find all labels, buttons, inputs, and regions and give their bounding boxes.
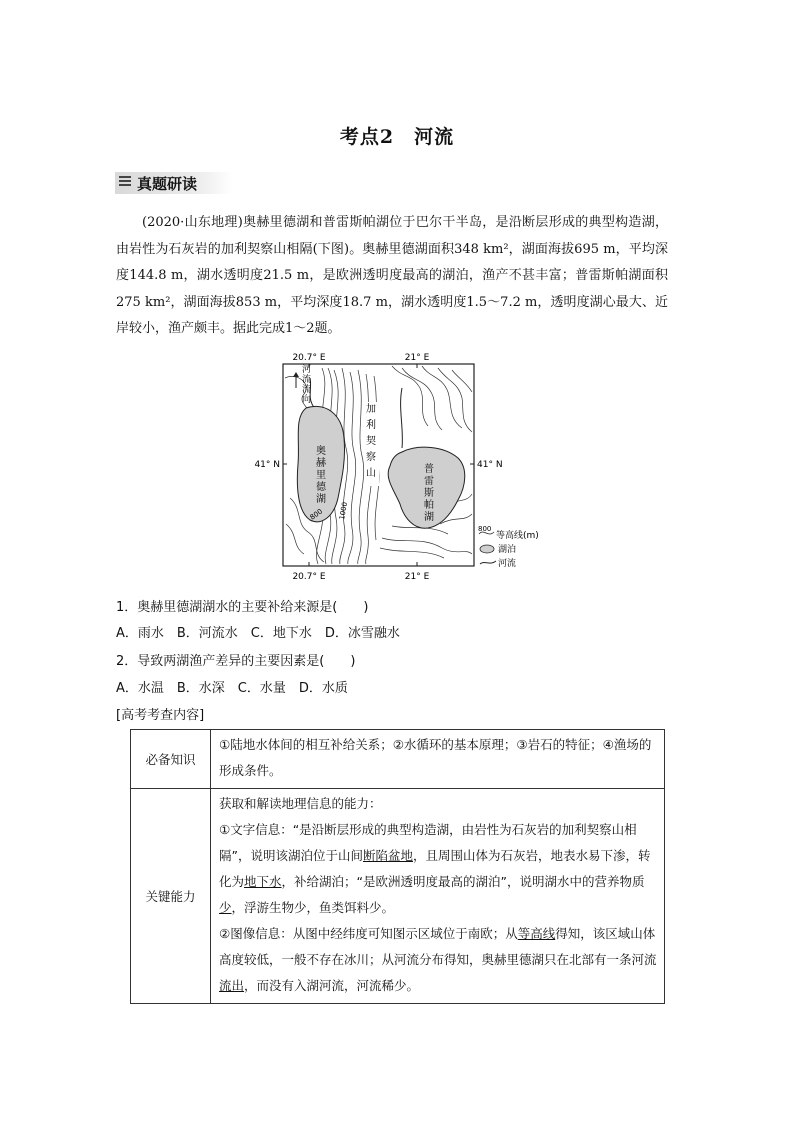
lake-symbol-icon <box>480 545 494 553</box>
lon-label-top-right: 21° E <box>404 353 430 363</box>
lat-label-left: 41° N <box>254 460 280 470</box>
mountain-label <box>365 402 379 486</box>
lon-label-bottom-right: 21° E <box>404 572 430 582</box>
list-icon <box>119 176 131 189</box>
lake-ohrid-label <box>316 444 327 505</box>
river-flow-label <box>302 364 311 405</box>
legend-contour-label: 等高线(m) <box>496 531 539 541</box>
svg-text:加: 加 <box>366 404 376 415</box>
section-tag <box>115 172 233 194</box>
svg-text:里: 里 <box>316 470 326 481</box>
map-legend <box>477 524 549 572</box>
svg-text:流: 流 <box>302 375 312 385</box>
table-row <box>131 730 665 789</box>
contour-value-label: 1000 <box>338 501 350 521</box>
lake-map-figure <box>252 348 552 588</box>
intro-paragraph: (2020·山东地理)奥赫里德湖和普雷斯帕湖位于巴尔干半岛，是沿断层形成的典型构造湖，由岩性为石灰岩的加利契察山相隔(下图)。奥赫里德湖面积348 km²，湖面海拔695 m，平均深度144.8 m，湖水透明度21.5 m，是欧洲透明度最高的湖泊，渔产不甚丰富；普雷斯帕湖面积275 km²，湖面海拔853 m，平均深度18.7 m，湖水透明度1.5～7.2 m，透明度湖心最大、近岸较小，渔产颇丰。据此完成1～2题。 <box>116 215 668 336</box>
legend-lake-label: 湖泊 <box>498 545 517 555</box>
image-info-paragraph: ②图像信息：从图中经纬度可知图示区域位于南欧；从等高线得知，该区域山体高度较低，一般不存在冰川；从河流分布得知，奥赫里德湖只在北部有一条河流流出，而没有入湖河流，河流稀少。 <box>219 926 657 993</box>
table-row <box>131 789 665 1004</box>
svg-text:契: 契 <box>366 436 376 447</box>
legend-contour-value: 800 <box>478 525 492 533</box>
svg-text:流: 流 <box>302 385 312 395</box>
svg-text:湖: 湖 <box>316 494 326 505</box>
question-1-options: A．雨水 B．河流水 C．地下水 D．冰雪融水 <box>116 626 400 641</box>
section-tag-label: 真题研读 <box>137 175 198 193</box>
table-row-body <box>211 789 665 1004</box>
svg-text:向: 向 <box>302 395 312 405</box>
svg-text:德: 德 <box>316 482 326 493</box>
svg-text:赫: 赫 <box>316 458 326 469</box>
ability-intro: 获取和解读地理信息的能力： <box>219 796 382 811</box>
svg-text:奥: 奥 <box>316 446 326 457</box>
legend-river-label: 河流 <box>498 559 517 569</box>
question-2-stem: 2．导致两湖渔产差异的主要因素是( ) <box>116 654 356 669</box>
question-1-stem: 1．奥赫里德湖湖水的主要补给来源是( ) <box>116 600 369 615</box>
lon-label-top-left: 20.7° E <box>292 353 326 363</box>
lon-label-bottom-left: 20.7° E <box>292 572 326 582</box>
exam-content-label: [高考考查内容] <box>116 708 205 723</box>
exam-content-table <box>130 729 665 1004</box>
text-info-paragraph: ①文字信息：“是沿断层形成的典型构造湖，由岩性为石灰岩的加利契察山相隔”，说明该湖泊位于山间断陷盆地，且周围山体为石灰岩，地表水易下渗，转化为地下水，补给湖泊；“是欧洲透明度最高的湖泊”，说明湖水中的营养物质少，浮游生物少，鱼类饵料少。 <box>219 822 651 915</box>
lake-prespa-label <box>424 462 434 523</box>
table-row-body: ①陆地水体间的相互补给关系；②水循环的基本原理；③岩石的特征；④渔场的形成条件。 <box>211 730 665 789</box>
svg-text:斯: 斯 <box>424 488 434 499</box>
svg-text:河: 河 <box>302 365 312 375</box>
svg-text:湖: 湖 <box>424 512 434 523</box>
table-row-head: 必备知识 <box>131 730 211 789</box>
svg-text:察: 察 <box>366 452 376 463</box>
question-2-options: A．水温 B．水深 C．水量 D．水质 <box>116 681 348 696</box>
contour-value-label: 800 <box>308 507 325 522</box>
table-row-head: 关键能力 <box>131 789 211 1004</box>
svg-text:山: 山 <box>366 468 376 479</box>
page-title: 考点2 河流 <box>339 126 455 148</box>
svg-text:利: 利 <box>366 420 376 431</box>
svg-text:普: 普 <box>424 464 434 475</box>
svg-text:帕: 帕 <box>424 500 434 511</box>
svg-text:雷: 雷 <box>424 476 434 487</box>
lake-map <box>252 348 552 588</box>
lat-label-right: 41° N <box>477 460 503 470</box>
